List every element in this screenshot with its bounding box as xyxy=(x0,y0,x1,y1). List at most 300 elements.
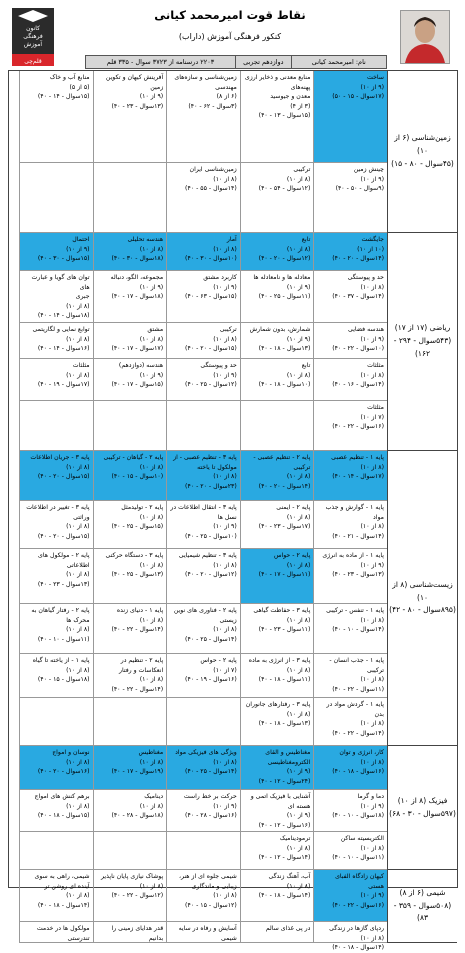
topic-cell xyxy=(313,922,387,952)
topic-cell xyxy=(93,604,167,654)
topic-score: (۸ از ۱۰) xyxy=(139,676,164,684)
topic-score: (۱۳سوال - ۲۳ - ۴۰) xyxy=(111,102,164,110)
topic-cell xyxy=(19,922,93,943)
topic-cell xyxy=(19,549,93,604)
topic-name: پایه ۲ - تولیدمثل xyxy=(121,504,164,511)
topic-name: پایه ۲ - مولکول های اطلاعاتی xyxy=(38,552,90,569)
topic-cell xyxy=(166,323,240,359)
topic-name: منابع معدنی و ذخایر ارزی پهنه‌های xyxy=(244,74,311,91)
topic-score: (۱۴سوال - ۱۰ - ۴۰) xyxy=(332,626,384,634)
topic-score: (۱۴سوال - ۱۶ - ۴۰) xyxy=(332,381,384,389)
page-title: نقاط قوت امیرمحمد کیانی xyxy=(154,8,306,22)
topic-cell xyxy=(166,698,240,746)
topic-score: (۱۶سوال - ۱۲ - ۴۰) xyxy=(258,821,311,829)
topic-cell xyxy=(313,401,387,451)
topic-name: شمارش، بدون شمارش xyxy=(249,326,311,333)
topic-score: (۸ از ۱۰) xyxy=(139,616,164,624)
topic-score: (۸ از ۱۰) xyxy=(360,523,384,531)
topic-name: هندسه (دوازدهم) xyxy=(118,362,164,369)
topic-score: (۱۰سوال - ۱۸ - ۴۰) xyxy=(258,381,311,389)
topic-score: (۱۴سوال - ۱۸ - ۴۰) xyxy=(37,901,90,909)
topic-name: ترکیبی xyxy=(219,326,237,333)
topic-cell xyxy=(19,790,93,832)
topic-score: (۸ از ۱۰) xyxy=(66,571,90,579)
topic-cell xyxy=(166,71,240,163)
topic-name: پایه ۱ - دنیای زنده xyxy=(116,607,164,614)
topic-score: (۱۵سوال - ۱۴ - ۴۰) xyxy=(37,93,90,101)
topic-name: حد و پیوستگی xyxy=(347,274,384,281)
topic-cell xyxy=(19,501,93,549)
topic-score: (۸ از ۱۰) xyxy=(213,473,237,481)
topic-cell xyxy=(166,604,240,654)
topic-name: پایه ۳ - از انرژی به ماده xyxy=(248,657,311,664)
topic-score: (۱۷سوال - ۱۹ - ۴۰) xyxy=(37,381,90,389)
subject-label: زیست‌شناسی (۸ از ۱۰) xyxy=(392,579,453,602)
report-header xyxy=(0,0,465,70)
topic-cell xyxy=(19,698,93,746)
topic-score: (۹ از ۱۰) xyxy=(139,93,164,101)
topic-score: (۸ از ۱۰) xyxy=(213,626,237,634)
topic-score: (۸ از ۱۰) xyxy=(286,844,311,852)
topic-cell xyxy=(93,698,167,746)
topic-score: (۱۵سوال - ۱۳ - ۴۰) xyxy=(258,112,311,120)
topic-cell xyxy=(313,233,387,271)
topic-score: (۸ از ۱۰) xyxy=(213,175,237,183)
topic-score: (۸ از ۱۰) xyxy=(360,934,384,942)
subject-stats: (۸۹۵سوال - ۸۰ - ۴۲) xyxy=(389,605,456,615)
topic-score: (۸ از ۱۰) xyxy=(139,463,164,471)
topic-score: (۸ از ۱۰) xyxy=(360,616,384,624)
topic-name: جایگشت xyxy=(361,236,384,243)
topic-cell xyxy=(93,271,167,323)
topic-score: (۱۶سوال - ۲۲ - ۴۰) xyxy=(332,423,384,431)
svg-text:قلم‌چی: قلم‌چی xyxy=(24,58,42,65)
topic-cell xyxy=(93,549,167,604)
topic-score: (۸ از ۱۰) xyxy=(213,335,237,343)
topic-score: (۱۷سوال - ۱۴ - ۴۰) xyxy=(332,473,384,481)
topic-cell xyxy=(166,549,240,604)
topic-name: آفرینش کیهان و تکوین xyxy=(105,74,164,81)
topic-score: (۱۳سوال - ۲۳ - ۴۰) xyxy=(332,571,384,579)
page-subtitle: کنکور فرهنگی آموزش (داراب) xyxy=(178,32,282,41)
topic-score: (۱۷سوال - ۲۳ - ۴۰) xyxy=(258,523,311,531)
topic-cell xyxy=(19,654,93,698)
topic-name: حرکت بر خط راست xyxy=(183,793,237,800)
subject-label: ریاضی (۱۷ از ۱۷) xyxy=(394,323,451,333)
topic-score: (۸ از ۱۰) xyxy=(139,758,164,766)
topic-cell xyxy=(240,323,314,359)
topic-score: (۱۱سوال - ۱۸ - ۴۰) xyxy=(258,676,311,684)
topic-name: حد و پیوستگی xyxy=(200,362,237,369)
topic-score: (۱۸سوال - ۱۴ - ۴۰) xyxy=(37,312,90,320)
topic-score: (۱۱سوال - ۱۰ - ۴۰) xyxy=(332,854,384,862)
topic-score: (۸ از ۱۰) xyxy=(360,844,384,852)
topic-cell xyxy=(313,163,387,233)
topic-cell xyxy=(240,922,314,943)
topic-name: پایه ۲ - فناوری های نوین زیستی xyxy=(173,607,237,624)
topic-name: پایه ۲ - گیاهان - ترکیبی xyxy=(103,454,164,461)
topic-score: (۸ از ۱۰) xyxy=(139,245,164,253)
subject-label: شیمی (۶ از ۸) xyxy=(399,887,446,897)
subject-label: زمین‌شناسی (۶ از ۱۰) xyxy=(394,133,451,156)
topic-cell xyxy=(313,451,387,501)
topic-name: توان های گویا و عبارت های xyxy=(31,274,90,291)
topic-score: (۸ از ۱۰) xyxy=(360,371,384,379)
topic-name: پایه ۱ - جذب انسان - ترکیبی xyxy=(329,657,384,674)
topic-cell xyxy=(93,501,167,549)
topic-score: (۳سوال - ۶۲ - ۴۰) xyxy=(188,102,237,110)
topic-score: (۱۴سوال - ۲۲ - ۴۰) xyxy=(111,626,164,634)
topic-cell xyxy=(313,790,387,832)
topic-score: (۹ از ۱۰) xyxy=(213,371,237,379)
topic-cell xyxy=(93,233,167,271)
topic-score: (۱۸سوال - ۳۰ - ۴۰) xyxy=(111,255,164,263)
subject-stats: (۵۰۸سوال - ۳۵۹ - ۸۳) xyxy=(393,900,452,923)
topic-name: ترکیبی xyxy=(293,166,311,173)
topic-cell xyxy=(313,698,387,746)
topic-score: (۱۴سوال - ۱۸ - ۴۰) xyxy=(332,944,384,952)
topic-score: معدن و جیوسید xyxy=(270,93,311,101)
topic-cell xyxy=(166,746,240,790)
svg-text:فرهنگی: فرهنگی xyxy=(23,33,43,40)
topic-score: (۱۳سوال - ۲۳ - ۴۰) xyxy=(37,580,90,588)
topic-cell xyxy=(240,451,314,501)
topic-cell xyxy=(240,401,314,451)
topic-score: (۱۴سوال - ۱۲ - ۴۰) xyxy=(258,854,311,862)
topic-cell xyxy=(240,359,314,401)
topic-score: (۱۱سوال - ۲۵ - ۴۰) xyxy=(258,293,311,301)
topic-score: (۱۲سوال - ۲۰ - ۴۰) xyxy=(258,255,311,263)
topic-cell xyxy=(19,323,93,359)
topic-cell xyxy=(166,163,240,233)
topic-cell xyxy=(166,271,240,323)
topic-name: پایه ۳ - تنظیم شیمیایی xyxy=(178,552,237,559)
topic-cell xyxy=(93,451,167,501)
topic-name: پایه ۲ - حواس xyxy=(273,552,311,559)
topic-name: پایه ۲ - رفتار گیاهان به محرک ها xyxy=(31,607,90,624)
topic-score: (۸ از ۱۰) xyxy=(66,626,90,634)
topic-name: پایه ۱ - از ماده به انرژی xyxy=(322,552,384,559)
topic-name: قدر هدایای زمینی را بدانیم xyxy=(111,925,164,942)
topic-score: (۹ از ۱۰) xyxy=(360,561,384,569)
topic-score: (۱۶سوال - ۱۴ - ۴۰) xyxy=(37,345,90,353)
subject-s5 xyxy=(387,870,457,943)
topic-cell xyxy=(313,271,387,323)
topic-score: (۸ از ۱۰) xyxy=(286,245,311,253)
topic-name: برهم کنش های امواج xyxy=(34,793,90,800)
topic-cell xyxy=(166,359,240,401)
topic-score: (۱۵سوال - ۳۰ - ۴۰) xyxy=(37,255,90,263)
topic-cell xyxy=(166,870,240,922)
topic-score: (۹ از ۱۰) xyxy=(360,175,384,183)
topic-score: (۱۷سوال - ۱۵ - ۵۰) xyxy=(332,93,384,101)
topic-cell xyxy=(19,71,93,163)
topic-name: تابع xyxy=(301,362,311,369)
topic-score: (۱۱سوال - ۲۳ - ۴۰) xyxy=(258,626,311,634)
topic-cell xyxy=(240,71,314,163)
topic-score: (۸ از ۱۰) xyxy=(213,245,237,253)
topic-score: (۸ از ۱۰) xyxy=(360,283,384,291)
topic-score: (۹ از ۱۰) xyxy=(213,523,237,531)
topic-score: (۸ از ۱۰) xyxy=(66,302,90,310)
topic-score: (۱۴سوال - ۲۱ - ۴۰) xyxy=(332,532,384,540)
topic-score: (۸ از ۱۰) xyxy=(66,892,90,900)
topic-cell xyxy=(19,401,93,451)
topic-cell xyxy=(240,870,314,922)
topic-score: (۱۳سوال - ۱۸ - ۴۰) xyxy=(258,720,311,728)
topic-cell xyxy=(19,451,93,501)
topic-cell xyxy=(240,746,314,790)
topic-score: (۸ از ۱۰) xyxy=(66,802,90,810)
topic-score: (۱۶سوال - ۱۸ - ۴۰) xyxy=(332,768,384,776)
topic-score: (۱۹سوال - ۱۷ - ۴۰) xyxy=(111,768,164,776)
topic-score: (۹ از ۱۰) xyxy=(66,245,90,253)
topic-name: توابع نمایی و لگاریتمی xyxy=(32,326,90,333)
institute-logo xyxy=(10,6,56,68)
topic-cell xyxy=(240,233,314,271)
topic-score: (۸ از ۱۰) xyxy=(360,676,384,684)
topic-cell xyxy=(19,271,93,323)
subject-s1 xyxy=(387,71,457,233)
topic-name: منابع آب و خاک xyxy=(49,74,90,81)
topic-score: (۱۴سوال - ۲۵ - ۴۰) xyxy=(185,635,237,643)
topic-cell xyxy=(240,604,314,654)
topic-name: احتمال xyxy=(72,236,90,243)
subject-s3 xyxy=(387,451,457,746)
topic-score: (۹ از ۱۰) xyxy=(286,335,311,343)
topic-score: (۱۴سوال - ۲۲ - ۴۰) xyxy=(332,729,384,737)
topic-name: پوشاک نیازی پایان ناپذیر xyxy=(100,873,164,880)
topic-cell xyxy=(166,790,240,832)
student-stats: ۲۲۰۳ درسنامه از ۳۷۲۳ سوال - ۳۳۵ قلم xyxy=(106,58,215,66)
topic-name: زمین‌شناسی ایران xyxy=(189,166,237,173)
topic-cell xyxy=(313,870,387,922)
topic-score: (۱۴سوال - ۲۵ - ۴۰) xyxy=(185,768,237,776)
topic-score: (۱۵سوال - ۶۳ - ۴۰) xyxy=(185,293,237,301)
topic-score: (۱۰سوال - ۱۵ - ۴۰) xyxy=(111,473,164,481)
topic-name: پایه ۳ - حفاظت گیاهی xyxy=(253,607,311,614)
topic-name: مثلثات xyxy=(367,362,384,369)
topic-score: (۸ از ۱۰) xyxy=(286,710,311,718)
topic-score: جبری xyxy=(75,293,90,301)
topic-name: پایه ۱ - تنظیم عصبی xyxy=(331,454,384,461)
topic-score: (۹ از ۱۰) xyxy=(360,83,384,91)
topic-cell xyxy=(19,233,93,271)
topic-score: (۸ از ۱۰) xyxy=(360,720,384,728)
topic-cell xyxy=(93,359,167,401)
topic-score: (۸ از ۱۰) xyxy=(213,561,237,569)
topic-cell xyxy=(313,501,387,549)
subject-stats: (۴۵سوال - ۸۰ - ۱۵) xyxy=(391,158,454,168)
topic-name: ساخت xyxy=(367,74,384,81)
topic-score: (۱۲سوال - ۲۵ - ۴۰) xyxy=(185,381,237,389)
topic-name: پایه ۳ - رفتارهای جانوران xyxy=(245,701,311,708)
topic-name: چینش زمین xyxy=(353,166,384,173)
topic-name: دما و گرما xyxy=(357,793,384,800)
topic-cell xyxy=(19,163,93,233)
topic-score: (۵ از ۵) xyxy=(69,83,90,91)
topic-score: (۱۰سوال - ۳۰ - ۴۰) xyxy=(185,255,237,263)
topic-score: (۸ از ۱۰) xyxy=(213,892,237,900)
topic-score: (۱۲سوال - ۲۲ - ۴۰) xyxy=(111,892,164,900)
topic-score: (۱۰سوال - ۲۵ - ۴۰) xyxy=(185,532,237,540)
svg-text:کانون: کانون xyxy=(26,25,40,32)
topic-score: (۱۲سوال - ۲۰ - ۴۰) xyxy=(185,571,237,579)
topic-score: (۸ از ۱۰) xyxy=(66,371,90,379)
topic-score: (۳ از ۴) xyxy=(290,102,311,110)
topic-name: مثلثات xyxy=(367,404,384,411)
topic-cell xyxy=(166,922,240,943)
topic-score: (۲۴سوال - ۱۲ - ۴۰) xyxy=(258,777,311,785)
topic-name: هندسه فضایی xyxy=(348,326,384,333)
subject-s2 xyxy=(387,233,457,451)
topic-cell xyxy=(93,654,167,698)
topic-name: در پی غذای سالم xyxy=(265,925,311,932)
topic-cell xyxy=(93,71,167,163)
topic-cell xyxy=(19,359,93,401)
topic-cell xyxy=(166,401,240,451)
topic-score: (۹ از ۱۰) xyxy=(139,283,164,291)
topic-score: (۸ از ۱۰) xyxy=(360,463,384,471)
topic-cell xyxy=(93,832,167,870)
topic-score: (۱۶سوال - ۱۹ - ۴۰) xyxy=(185,676,237,684)
topic-name: مشتق xyxy=(147,326,164,333)
topic-name: پایه ۱ - گوارش و جذب مواد xyxy=(325,504,384,521)
topic-score: (۹ از ۱۰) xyxy=(213,802,237,810)
topic-score: (۸ از ۱۰) xyxy=(139,561,164,569)
topic-score: (۸ از ۱۰) xyxy=(66,335,90,343)
topic-name: پایه ۱ - گردش مواد در بدن xyxy=(326,701,384,718)
topic-score: (۱۲سوال - ۵۴ - ۴۰) xyxy=(258,185,311,193)
topic-name: الکتریسیته ساکن xyxy=(340,835,384,842)
topic-cell xyxy=(19,870,93,922)
topic-name: معادله ها و نامعادله ها xyxy=(253,274,311,281)
topic-name: آشنایی با فیزیک اتمی و هسته ای xyxy=(250,793,311,810)
topic-name: کیهان زادگاه الفبای هستی xyxy=(335,873,384,890)
topic-score: (۱۸سوال - ۱۵ - ۴۰) xyxy=(37,676,90,684)
topic-name: زمین‌شناسی و سازه‌های xyxy=(174,74,237,81)
topic-score: (۸ از ۱۰) xyxy=(286,513,311,521)
topic-cell xyxy=(313,604,387,654)
topic-name: ویژگی های فیزیکی مواد xyxy=(175,749,237,756)
topic-cell xyxy=(240,654,314,698)
topic-score: (۱۸سوال - ۲۸ - ۴۰) xyxy=(111,812,164,820)
topic-name: مغناطیس xyxy=(138,749,164,756)
topic-cell xyxy=(93,163,167,233)
topic-cell xyxy=(240,501,314,549)
topic-name: پایه ۱ - تنفس - ترکیبی xyxy=(326,607,384,614)
topic-cell xyxy=(313,549,387,604)
topic-cell xyxy=(166,832,240,870)
topic-name: پایه ۳ - انتقال اطلاعات در نسل ها xyxy=(170,504,237,521)
topic-score: (۹ از ۱۰) xyxy=(360,335,384,343)
topic-score: (۱۰سوال - ۲۲ - ۴۰) xyxy=(332,345,384,353)
subject-label: فیزیک (۸ از ۱۰) xyxy=(397,795,448,805)
topic-cell xyxy=(240,163,314,233)
topic-score: (۸ از ۱۰) xyxy=(286,473,311,481)
topic-name: پایه ۳ - دستگاه حرکتی xyxy=(105,552,164,559)
topic-score: (۱۳سوال - ۲۵ - ۴۰) xyxy=(111,571,164,579)
topic-name: پایه ۲ - ایمنی xyxy=(276,504,311,511)
subject-s4 xyxy=(387,746,457,870)
topic-cell xyxy=(93,323,167,359)
topic-score: (۲۳سوال - ۲۰ - ۴۰) xyxy=(185,482,237,490)
topic-cell xyxy=(93,790,167,832)
topic-score: (۹ از ۱۰) xyxy=(286,283,311,291)
topic-score: (۱۸سوال - ۱۷ - ۴۰) xyxy=(111,293,164,301)
topic-cell xyxy=(19,832,93,870)
topic-score: (۱۴سوال - ۳۷ - ۴۰) xyxy=(332,293,384,301)
topic-name: نوسان و امواج xyxy=(52,749,90,756)
topic-cell xyxy=(19,746,93,790)
topic-name: مولکول ها در خدمت تندرستی xyxy=(36,925,90,942)
topic-cell xyxy=(240,549,314,604)
topic-cell xyxy=(166,233,240,271)
topic-score: (۸ از ۱۰) xyxy=(286,371,311,379)
topic-score: (۱۲سوال - ۱۵ - ۴۰) xyxy=(185,901,237,909)
topic-score: (۱۸سوال - ۱۰ - ۴۰) xyxy=(332,812,384,820)
topic-name: مجموعه، الگو، دنباله xyxy=(110,274,164,281)
topic-score: (۹ از ۱۰) xyxy=(360,892,384,900)
topic-score: (۱۰ از ۱۰) xyxy=(357,245,384,253)
topic-name: مثلثات xyxy=(72,362,90,369)
topic-score: (۸ از ۱۰) xyxy=(286,561,311,569)
topic-name: مغناطیس و القای الکترومغناطیسی xyxy=(265,749,311,766)
topic-name: آمار xyxy=(226,236,237,243)
topic-cell xyxy=(313,71,387,163)
svg-text:آموزش: آموزش xyxy=(23,41,43,48)
topic-score: (۹ از ۱۰) xyxy=(360,802,384,810)
topic-score: (۱۵سوال - ۱۸ - ۴۰) xyxy=(37,812,90,820)
topic-score: (۱۶سوال - ۲۲ - ۴۰) xyxy=(332,901,384,909)
topic-score: (۸ از ۱۰) xyxy=(66,463,90,471)
topic-cell xyxy=(166,501,240,549)
topic-score: (۹ از ۱۰) xyxy=(213,283,237,291)
topic-cell xyxy=(93,401,167,451)
topic-name: تابع xyxy=(301,236,311,243)
topic-score: (۱۱سوال - ۱۰ - ۴۰) xyxy=(37,635,90,643)
topic-cell xyxy=(19,604,93,654)
topic-name: کار، انرژی و توان xyxy=(339,749,384,756)
topic-name: هندسه تحلیلی xyxy=(127,236,164,243)
topic-score: (۱۵سوال - ۲۰ - ۴۰) xyxy=(185,345,237,353)
topic-score: (۸ از ۱۰) xyxy=(66,666,90,674)
topic-score: (۸ از ۱۰) xyxy=(286,175,311,183)
topic-cell xyxy=(313,746,387,790)
topic-name: پایه ۲ - تنظیم عصبی - ترکیبی xyxy=(253,454,311,471)
topic-name: ردپای گازها در زندگی xyxy=(329,925,384,932)
topic-score: (۸ از ۱۰) xyxy=(66,523,90,531)
topic-score: (۱۴سوال - ۵۵ - ۴۰) xyxy=(185,185,237,193)
topic-score: (۸ از ۱۰) xyxy=(139,882,164,890)
subject-stats: (۵۴۳سوال - ۲۹۴ - ۱۶۲) xyxy=(393,336,452,358)
topic-score: (۱۵سوال - ۲۵ - ۴۰) xyxy=(111,523,164,531)
topic-name: پایه ۳ - تغییر در اطلاعات وراثتی xyxy=(26,504,90,521)
student-photo xyxy=(400,10,450,64)
topic-cell xyxy=(313,832,387,870)
topic-score: (۸ از ۱۰) xyxy=(286,616,311,624)
topic-score: (۸ از ۱۰) xyxy=(139,802,164,810)
topic-score: (۱۱سوال - ۲۲ - ۴۰) xyxy=(332,685,384,693)
topic-cell xyxy=(93,746,167,790)
topic-name: شیمی، راهی به سوی آینده ای روشن تر xyxy=(34,873,90,890)
topic-name: پایه ۱ - از یاخته تا گیاه xyxy=(32,657,90,664)
topic-score: (۱۱سوال - ۱۷ - ۴۰) xyxy=(258,571,311,579)
topic-cell xyxy=(240,271,314,323)
topic-name: دینامیک xyxy=(144,793,164,800)
topic-cell xyxy=(240,790,314,832)
topic-score: (۸ از ۱۰) xyxy=(66,758,90,766)
